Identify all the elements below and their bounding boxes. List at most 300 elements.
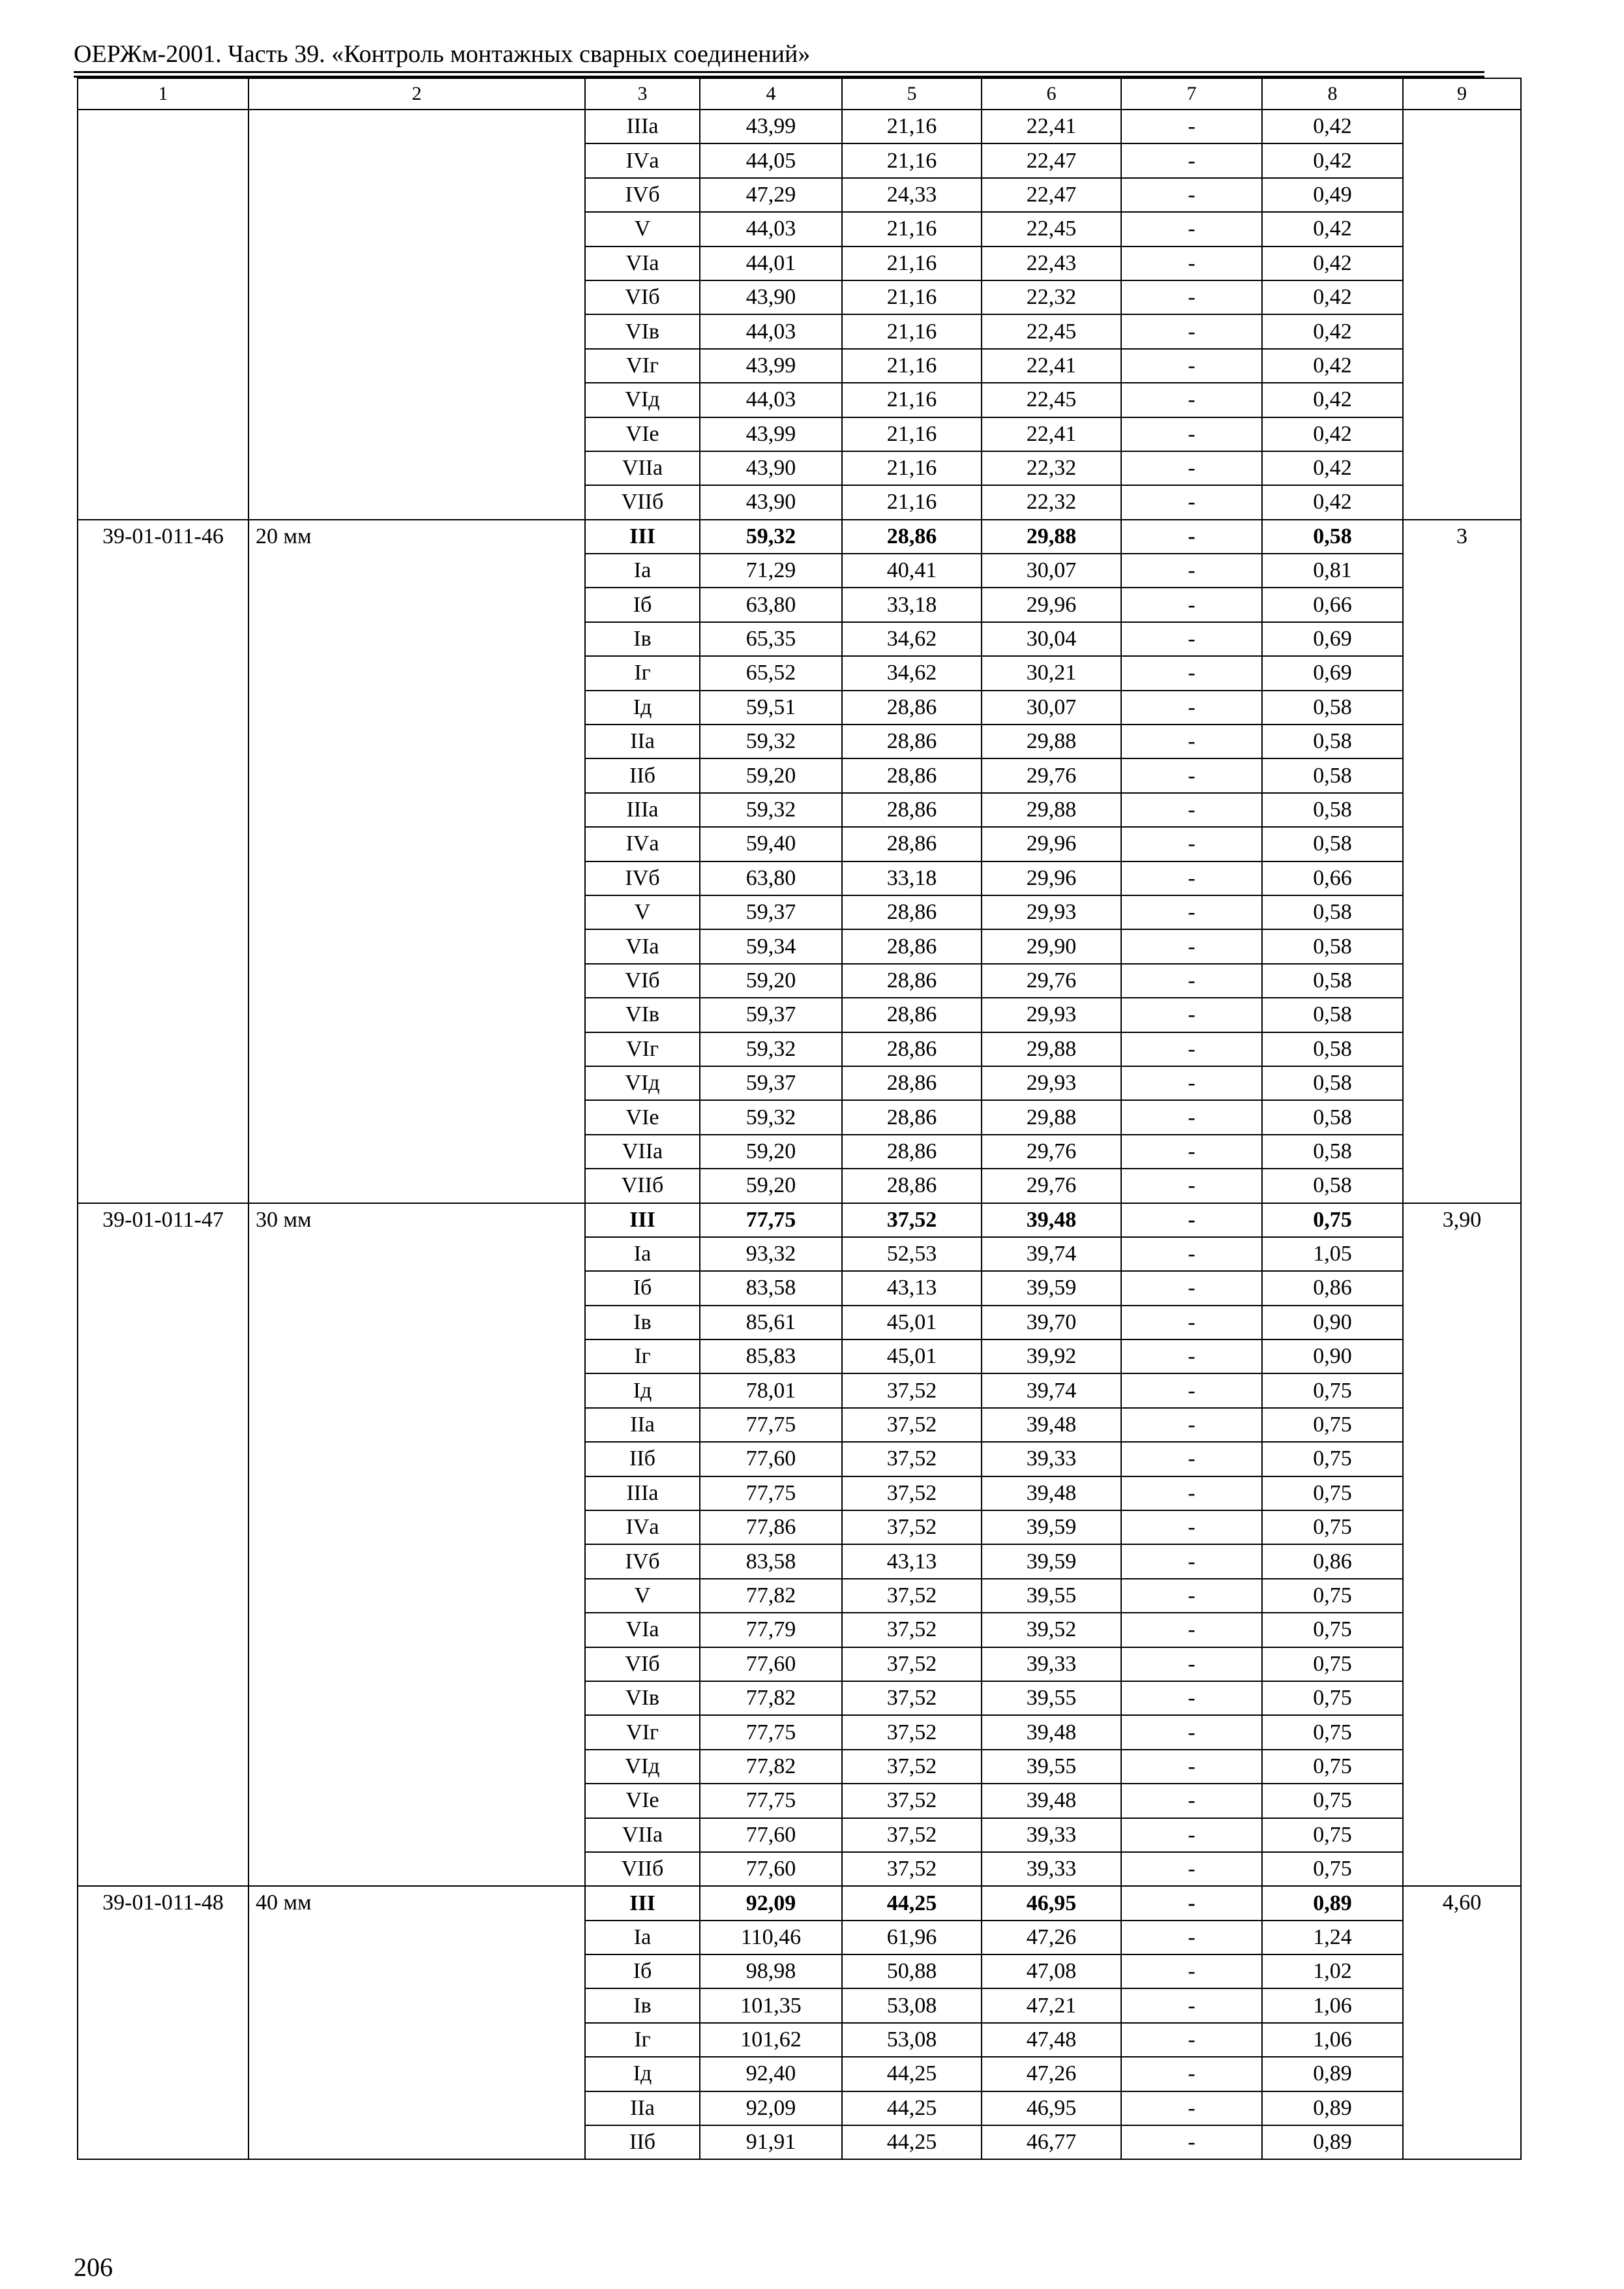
machines-cell: 29,90 <box>982 929 1121 963</box>
wages-cell: 53,08 <box>842 2023 982 2057</box>
total-cost-cell: 43,90 <box>700 485 842 519</box>
machines-cell: 39,48 <box>982 1476 1121 1510</box>
labor-cell: 0,58 <box>1262 691 1403 725</box>
materials-cell: - <box>1121 1715 1262 1749</box>
category-cell: IIа <box>585 1408 700 1442</box>
rate-name: 30 мм <box>248 1203 585 1887</box>
category-cell: IIIа <box>585 1476 700 1510</box>
wages-cell: 28,86 <box>842 1100 982 1134</box>
category-cell: VIа <box>585 1613 700 1647</box>
labor-cell: 1,02 <box>1262 1954 1403 1988</box>
total-cost-cell: 71,29 <box>700 554 842 588</box>
total-cost-cell: 77,60 <box>700 1442 842 1476</box>
wages-cell: 33,18 <box>842 861 982 895</box>
rate-main-row <box>78 1203 1521 1237</box>
column-number: 7 <box>1121 78 1262 110</box>
materials-cell: - <box>1121 1886 1262 1920</box>
materials-cell: - <box>1121 1339 1262 1373</box>
labor-cell: 0,58 <box>1262 1066 1403 1100</box>
labor-cell: 0,86 <box>1262 1544 1403 1578</box>
machines-cell: 29,76 <box>982 964 1121 998</box>
wages-cell: 40,41 <box>842 554 982 588</box>
total-cost-cell: 43,99 <box>700 417 842 451</box>
machines-cell: 30,07 <box>982 554 1121 588</box>
category-cell: IIб <box>585 1442 700 1476</box>
labor-cell: 0,66 <box>1262 588 1403 621</box>
labor-cell: 0,89 <box>1262 2091 1403 2125</box>
materials-cell: - <box>1121 451 1262 485</box>
labor-cell: 0,58 <box>1262 1135 1403 1169</box>
machines-cell: 22,32 <box>982 485 1121 519</box>
category-cell: V <box>585 1579 700 1613</box>
wages-cell: 21,16 <box>842 212 982 246</box>
category-cell: Iб <box>585 588 700 621</box>
total-cost-cell: 92,09 <box>700 2091 842 2125</box>
materials-cell: - <box>1121 1476 1262 1510</box>
machines-cell: 39,48 <box>982 1408 1121 1442</box>
materials-cell: - <box>1121 2091 1262 2125</box>
materials-cell: - <box>1121 212 1262 246</box>
wages-cell: 28,86 <box>842 725 982 758</box>
page-title: ОЕРЖм-2001. Часть 39. «Контроль монтажных сварных соединений» <box>74 40 811 68</box>
total-cost-cell: 65,52 <box>700 656 842 690</box>
category-cell: VIд <box>585 383 700 417</box>
total-cost-cell: 77,75 <box>700 1476 842 1510</box>
total-cost-cell: 43,99 <box>700 110 842 143</box>
category-cell: Iб <box>585 1954 700 1988</box>
labor-cell: 0,42 <box>1262 280 1403 314</box>
labor-cell: 0,75 <box>1262 1203 1403 1237</box>
materials-cell: - <box>1121 1921 1262 1954</box>
column-number: 5 <box>842 78 982 110</box>
materials-cell: - <box>1121 1271 1262 1305</box>
machines-cell: 22,45 <box>982 383 1121 417</box>
machines-cell: 29,96 <box>982 861 1121 895</box>
wages-cell: 28,86 <box>842 998 982 1032</box>
machines-cell: 29,96 <box>982 827 1121 861</box>
wages-cell: 21,16 <box>842 485 982 519</box>
total-cost-cell: 77,75 <box>700 1784 842 1818</box>
category-cell: VIб <box>585 280 700 314</box>
materials-cell: - <box>1121 110 1262 143</box>
category-cell: IVа <box>585 1510 700 1544</box>
category-cell: VIа <box>585 247 700 280</box>
column-number: 2 <box>248 78 585 110</box>
wages-cell: 33,18 <box>842 588 982 621</box>
rate-code: 39-01-011-47 <box>78 1203 248 1887</box>
machines-cell: 30,07 <box>982 691 1121 725</box>
wages-cell: 53,08 <box>842 1988 982 2022</box>
category-cell: Iд <box>585 1373 700 1407</box>
materials-cell: - <box>1121 417 1262 451</box>
labor-cell: 0,58 <box>1262 793 1403 827</box>
wages-cell: 34,62 <box>842 622 982 656</box>
materials-cell: - <box>1121 1032 1262 1066</box>
wages-cell: 28,86 <box>842 691 982 725</box>
total-cost-cell: 59,32 <box>700 725 842 758</box>
total-cost-cell: 77,60 <box>700 1818 842 1852</box>
labor-cell: 0,42 <box>1262 247 1403 280</box>
total-cost-cell: 63,80 <box>700 588 842 621</box>
total-cost-cell: 59,34 <box>700 929 842 963</box>
wages-cell: 24,33 <box>842 178 982 212</box>
labor-cell: 0,75 <box>1262 1681 1403 1715</box>
total-cost-cell: 59,20 <box>700 1135 842 1169</box>
category-cell: Iв <box>585 622 700 656</box>
machines-cell: 29,88 <box>982 1032 1121 1066</box>
category-cell: IIа <box>585 725 700 758</box>
total-cost-cell: 59,32 <box>700 1032 842 1066</box>
wages-cell: 37,52 <box>842 1373 982 1407</box>
labor-cell: 0,42 <box>1262 349 1403 383</box>
machines-cell: 39,33 <box>982 1818 1121 1852</box>
column-number: 1 <box>78 78 248 110</box>
wages-cell: 37,52 <box>842 1818 982 1852</box>
machines-cell: 39,70 <box>982 1306 1121 1339</box>
machines-cell: 29,76 <box>982 1135 1121 1169</box>
category-cell: VIг <box>585 1032 700 1066</box>
machines-cell: 39,48 <box>982 1203 1121 1237</box>
category-cell: III <box>585 520 700 554</box>
labor-cell: 0,58 <box>1262 964 1403 998</box>
category-cell: Iв <box>585 1988 700 2022</box>
materials-cell: - <box>1121 656 1262 690</box>
category-cell: VIг <box>585 349 700 383</box>
machines-cell: 39,74 <box>982 1237 1121 1271</box>
materials-cell: - <box>1121 725 1262 758</box>
wages-cell: 37,52 <box>842 1476 982 1510</box>
column-9-value: 3 <box>1403 520 1521 1203</box>
wages-cell: 37,52 <box>842 1750 982 1784</box>
machines-cell: 29,88 <box>982 725 1121 758</box>
category-cell: IVб <box>585 1544 700 1578</box>
category-cell: VIб <box>585 1647 700 1681</box>
category-cell: VIв <box>585 314 700 348</box>
materials-cell: - <box>1121 1442 1262 1476</box>
rate-main-row <box>78 520 1521 554</box>
wages-cell: 61,96 <box>842 1921 982 1954</box>
column-number: 8 <box>1262 78 1403 110</box>
materials-cell: - <box>1121 1100 1262 1134</box>
materials-cell: - <box>1121 895 1262 929</box>
category-cell: VIIа <box>585 1135 700 1169</box>
materials-cell: - <box>1121 485 1262 519</box>
materials-cell: - <box>1121 1954 1262 1988</box>
labor-cell: 0,81 <box>1262 554 1403 588</box>
labor-cell: 0,58 <box>1262 1100 1403 1134</box>
category-cell: III <box>585 1886 700 1920</box>
wages-cell: 52,53 <box>842 1237 982 1271</box>
labor-cell: 0,75 <box>1262 1408 1403 1442</box>
machines-cell: 22,43 <box>982 247 1121 280</box>
category-cell: VIд <box>585 1066 700 1100</box>
materials-cell: - <box>1121 1510 1262 1544</box>
labor-cell: 0,69 <box>1262 656 1403 690</box>
wages-cell: 44,25 <box>842 2091 982 2125</box>
machines-cell: 22,45 <box>982 212 1121 246</box>
category-cell: V <box>585 212 700 246</box>
category-cell: Iг <box>585 2023 700 2057</box>
category-cell: Iа <box>585 1921 700 1954</box>
machines-cell: 39,59 <box>982 1271 1121 1305</box>
wages-cell: 28,86 <box>842 929 982 963</box>
machines-cell: 46,95 <box>982 1886 1121 1920</box>
machines-cell: 29,88 <box>982 520 1121 554</box>
total-cost-cell: 59,40 <box>700 827 842 861</box>
category-cell: VIа <box>585 929 700 963</box>
labor-cell: 0,42 <box>1262 143 1403 177</box>
labor-cell: 0,58 <box>1262 725 1403 758</box>
materials-cell: - <box>1121 520 1262 554</box>
wages-cell: 37,52 <box>842 1510 982 1544</box>
labor-cell: 0,58 <box>1262 827 1403 861</box>
total-cost-cell: 44,03 <box>700 212 842 246</box>
wages-cell: 28,86 <box>842 520 982 554</box>
total-cost-cell: 44,01 <box>700 247 842 280</box>
machines-cell: 29,93 <box>982 998 1121 1032</box>
labor-cell: 0,75 <box>1262 1750 1403 1784</box>
labor-cell: 0,75 <box>1262 1784 1403 1818</box>
total-cost-cell: 83,58 <box>700 1544 842 1578</box>
materials-cell: - <box>1121 383 1262 417</box>
total-cost-cell: 77,75 <box>700 1203 842 1237</box>
materials-cell: - <box>1121 1306 1262 1339</box>
column-number: 4 <box>700 78 842 110</box>
wages-cell: 45,01 <box>842 1306 982 1339</box>
total-cost-cell: 92,09 <box>700 1886 842 1920</box>
labor-cell: 0,75 <box>1262 1510 1403 1544</box>
total-cost-cell: 59,37 <box>700 895 842 929</box>
labor-cell: 1,05 <box>1262 1237 1403 1271</box>
category-cell: Iд <box>585 2057 700 2091</box>
category-cell: IVа <box>585 827 700 861</box>
wages-cell: 28,86 <box>842 1135 982 1169</box>
labor-cell: 0,89 <box>1262 1886 1403 1920</box>
labor-cell: 0,86 <box>1262 1271 1403 1305</box>
category-cell: VIIа <box>585 451 700 485</box>
wages-cell: 43,13 <box>842 1544 982 1578</box>
labor-cell: 0,66 <box>1262 861 1403 895</box>
total-cost-cell: 83,58 <box>700 1271 842 1305</box>
machines-cell: 22,41 <box>982 417 1121 451</box>
total-cost-cell: 77,79 <box>700 1613 842 1647</box>
labor-cell: 0,75 <box>1262 1613 1403 1647</box>
machines-cell: 39,33 <box>982 1647 1121 1681</box>
wages-cell: 37,52 <box>842 1852 982 1886</box>
total-cost-cell: 59,32 <box>700 793 842 827</box>
total-cost-cell: 77,86 <box>700 1510 842 1544</box>
materials-cell: - <box>1121 929 1262 963</box>
materials-cell: - <box>1121 1613 1262 1647</box>
machines-cell: 39,55 <box>982 1579 1121 1613</box>
wages-cell: 50,88 <box>842 1954 982 1988</box>
labor-cell: 0,58 <box>1262 520 1403 554</box>
category-cell: IIб <box>585 758 700 792</box>
materials-cell: - <box>1121 349 1262 383</box>
materials-cell: - <box>1121 1681 1262 1715</box>
category-cell: VIIа <box>585 1818 700 1852</box>
total-cost-cell: 98,98 <box>700 1954 842 1988</box>
machines-cell: 22,47 <box>982 178 1121 212</box>
total-cost-cell: 101,62 <box>700 2023 842 2057</box>
wages-cell: 34,62 <box>842 656 982 690</box>
total-cost-cell: 91,91 <box>700 2125 842 2159</box>
wages-cell: 28,86 <box>842 758 982 792</box>
wages-cell: 28,86 <box>842 827 982 861</box>
materials-cell: - <box>1121 2023 1262 2057</box>
materials-cell: - <box>1121 1544 1262 1578</box>
total-cost-cell: 59,20 <box>700 1169 842 1203</box>
materials-cell: - <box>1121 1203 1262 1237</box>
wages-cell: 37,52 <box>842 1442 982 1476</box>
category-cell: VIб <box>585 964 700 998</box>
labor-cell: 0,42 <box>1262 417 1403 451</box>
labor-cell: 0,58 <box>1262 929 1403 963</box>
total-cost-cell: 44,05 <box>700 143 842 177</box>
materials-cell: - <box>1121 1169 1262 1203</box>
machines-cell: 39,33 <box>982 1442 1121 1476</box>
labor-cell: 0,90 <box>1262 1306 1403 1339</box>
machines-cell: 39,33 <box>982 1852 1121 1886</box>
machines-cell: 22,45 <box>982 314 1121 348</box>
wages-cell: 28,86 <box>842 1169 982 1203</box>
wages-cell: 21,16 <box>842 451 982 485</box>
machines-cell: 22,41 <box>982 110 1121 143</box>
column-number: 3 <box>585 78 700 110</box>
rate-main-row <box>78 1886 1521 1920</box>
machines-cell: 47,08 <box>982 1954 1121 1988</box>
category-cell: Iб <box>585 1271 700 1305</box>
materials-cell: - <box>1121 1784 1262 1818</box>
materials-cell: - <box>1121 1066 1262 1100</box>
machines-cell: 46,95 <box>982 2091 1121 2125</box>
machines-cell: 30,04 <box>982 622 1121 656</box>
total-cost-cell: 77,60 <box>700 1852 842 1886</box>
materials-cell: - <box>1121 1579 1262 1613</box>
wages-cell: 44,25 <box>842 2057 982 2091</box>
total-cost-cell: 77,60 <box>700 1647 842 1681</box>
labor-cell: 1,24 <box>1262 1921 1403 1954</box>
labor-cell: 1,06 <box>1262 1988 1403 2022</box>
machines-cell: 29,88 <box>982 1100 1121 1134</box>
total-cost-cell: 85,83 <box>700 1339 842 1373</box>
wages-cell: 43,13 <box>842 1271 982 1305</box>
labor-cell: 0,42 <box>1262 110 1403 143</box>
rate-row <box>78 110 1521 143</box>
labor-cell: 0,58 <box>1262 758 1403 792</box>
machines-cell: 47,48 <box>982 2023 1121 2057</box>
materials-cell: - <box>1121 314 1262 348</box>
wages-cell: 21,16 <box>842 280 982 314</box>
category-cell: VIв <box>585 1681 700 1715</box>
rate-name: 40 мм <box>248 1886 585 2159</box>
materials-cell: - <box>1121 861 1262 895</box>
total-cost-cell: 77,75 <box>700 1715 842 1749</box>
rate-code: 39-01-011-48 <box>78 1886 248 2159</box>
labor-cell: 0,69 <box>1262 622 1403 656</box>
machines-cell: 22,47 <box>982 143 1121 177</box>
labor-cell: 0,89 <box>1262 2057 1403 2091</box>
materials-cell: - <box>1121 1408 1262 1442</box>
wages-cell: 37,52 <box>842 1408 982 1442</box>
category-cell: IVб <box>585 178 700 212</box>
labor-cell: 0,75 <box>1262 1579 1403 1613</box>
category-cell: VIе <box>585 417 700 451</box>
wages-cell: 37,52 <box>842 1647 982 1681</box>
wages-cell: 37,52 <box>842 1579 982 1613</box>
materials-cell: - <box>1121 1237 1262 1271</box>
machines-cell: 39,48 <box>982 1784 1121 1818</box>
machines-cell: 39,52 <box>982 1613 1121 1647</box>
labor-cell: 0,75 <box>1262 1818 1403 1852</box>
category-cell: VIе <box>585 1100 700 1134</box>
column-9-value: 4,60 <box>1403 1886 1521 2159</box>
total-cost-cell: 59,20 <box>700 964 842 998</box>
rate-name <box>248 110 585 520</box>
machines-cell: 29,96 <box>982 588 1121 621</box>
machines-cell: 29,93 <box>982 1066 1121 1100</box>
materials-cell: - <box>1121 1852 1262 1886</box>
total-cost-cell: 59,37 <box>700 998 842 1032</box>
materials-cell: - <box>1121 827 1262 861</box>
labor-cell: 0,75 <box>1262 1373 1403 1407</box>
machines-cell: 39,59 <box>982 1544 1121 1578</box>
labor-cell: 1,06 <box>1262 2023 1403 2057</box>
labor-cell: 0,49 <box>1262 178 1403 212</box>
labor-cell: 0,90 <box>1262 1339 1403 1373</box>
materials-cell: - <box>1121 793 1262 827</box>
labor-cell: 0,75 <box>1262 1476 1403 1510</box>
labor-cell: 0,42 <box>1262 485 1403 519</box>
category-cell: IVа <box>585 143 700 177</box>
category-cell: Iд <box>585 691 700 725</box>
total-cost-cell: 63,80 <box>700 861 842 895</box>
labor-cell: 0,75 <box>1262 1442 1403 1476</box>
wages-cell: 37,52 <box>842 1203 982 1237</box>
labor-cell: 0,89 <box>1262 2125 1403 2159</box>
machines-cell: 22,32 <box>982 451 1121 485</box>
materials-cell: - <box>1121 758 1262 792</box>
total-cost-cell: 59,20 <box>700 758 842 792</box>
wages-cell: 21,16 <box>842 349 982 383</box>
materials-cell: - <box>1121 691 1262 725</box>
wages-cell: 37,52 <box>842 1681 982 1715</box>
category-cell: III <box>585 1203 700 1237</box>
total-cost-cell: 44,03 <box>700 383 842 417</box>
machines-cell: 29,76 <box>982 758 1121 792</box>
category-cell: V <box>585 895 700 929</box>
labor-cell: 0,42 <box>1262 451 1403 485</box>
machines-cell: 39,55 <box>982 1681 1121 1715</box>
total-cost-cell: 59,32 <box>700 520 842 554</box>
total-cost-cell: 65,35 <box>700 622 842 656</box>
machines-cell: 22,32 <box>982 280 1121 314</box>
total-cost-cell: 44,03 <box>700 314 842 348</box>
machines-cell: 39,74 <box>982 1373 1121 1407</box>
page-number: 206 <box>74 2252 113 2282</box>
category-cell: IIб <box>585 2125 700 2159</box>
category-cell: IIIа <box>585 110 700 143</box>
materials-cell: - <box>1121 1647 1262 1681</box>
wages-cell: 21,16 <box>842 383 982 417</box>
machines-cell: 39,59 <box>982 1510 1121 1544</box>
machines-cell: 47,21 <box>982 1988 1121 2022</box>
labor-cell: 0,42 <box>1262 314 1403 348</box>
column-9-value: 3,90 <box>1403 1203 1521 1887</box>
total-cost-cell: 59,51 <box>700 691 842 725</box>
total-cost-cell: 43,90 <box>700 280 842 314</box>
category-cell: Iа <box>585 554 700 588</box>
